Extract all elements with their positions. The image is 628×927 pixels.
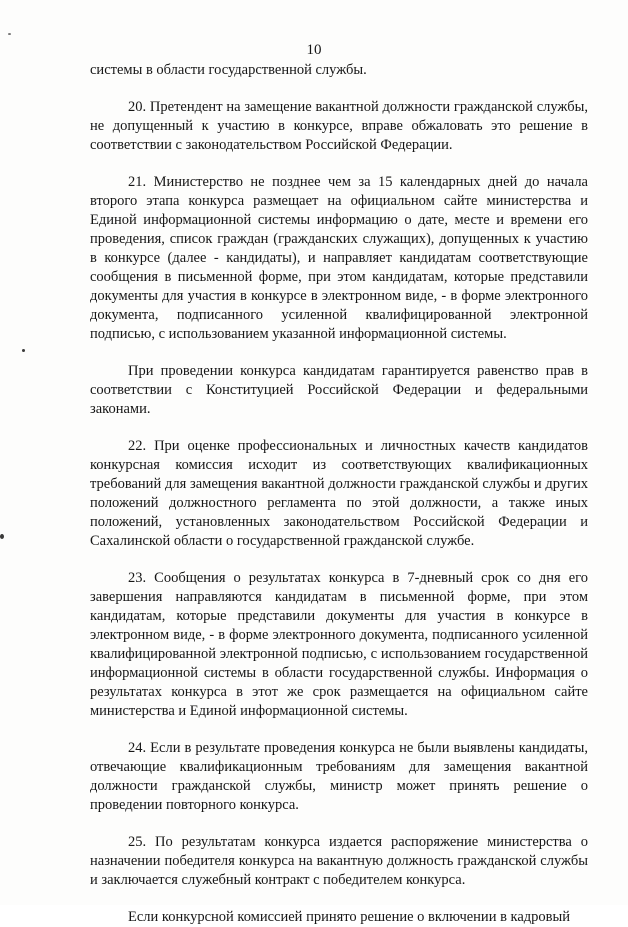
paragraph-continuation: системы в области государственной службы. [90, 62, 367, 78]
paragraph-24: 24. Если в результате проведения конкурса не были выявлены кандидаты, отвечающие квалификационным требованиям для замещения вакантной должности гражданской службы, министр может принять решение о проведении повторного конкурса. [90, 740, 588, 813]
paragraph-23: 23. Сообщения о результатах конкурса в 7-дневный срок со дня его завершения направляются кандидатам в письменной форме, при этом кандидатам, которые представили документы для участия в конкурсе в электронном виде, - в форме электронного документа, подписанного усиленной квалифицированной электронной подписью, с использованием государственной информационной системы в области государственной службы. Информация о результатах конкурса в этот же срок размещается на официальном сайте министерства и Единой информационной системы. [90, 570, 588, 719]
document-body [90, 61, 588, 927]
paragraph-22: 22. При оценке профессиональных и личностных качеств кандидатов конкурсная комиссия исходит из соответствующих квалификационных требований для замещения вакантной должности гражданской службы и других положений должностного регламента по этой должности, а также иных положений, установленных законодательством Российской Федерации и Сахалинской области о государственной гражданской службе. [90, 438, 588, 549]
paragraph-equal-rights: При проведении конкурса кандидатам гарантируется равенство прав в соответствии с Конституцией Российской Федерации и федеральными законами. [90, 363, 588, 417]
scan-speck [22, 349, 25, 352]
paragraph-20: 20. Претендент на замещение вакантной должности гражданской службы, не допущенный к участию в конкурсе, вправе обжаловать это решение в соответствии с законодательством Российской Федерации. [90, 99, 588, 153]
paragraph-cadre-reserve: Если конкурсной комиссией принято решение о включении в кадровый [128, 909, 571, 925]
paragraph-25: 25. По результатам конкурса издается распоряжение министерства о назначении победителя конкурса на вакантную должность гражданской службы и заключается служебный контракт с победителем конкурса. [90, 834, 588, 888]
paragraph-21: 21. Министерство не позднее чем за 15 календарных дней до начала второго этапа конкурса размещает на официальном сайте министерства и Единой информационной системы информацию о дате, месте и времени его проведения, список граждан (гражданских служащих), допущенных к участию в конкурсе (далее - кандидаты), и направляет кандидатам соответствующие сообщения в письменной форме, при этом кандидатам, которые представили документы для участия в конкурсе в электронном виде, - в форме электронного документа, подписанного усиленной квалифицированной электронной подписью, с использованием указанной информационной системы. [90, 174, 588, 342]
scan-speck [0, 534, 4, 539]
page-number: 10 [306, 42, 322, 58]
scan-speck [8, 33, 11, 35]
